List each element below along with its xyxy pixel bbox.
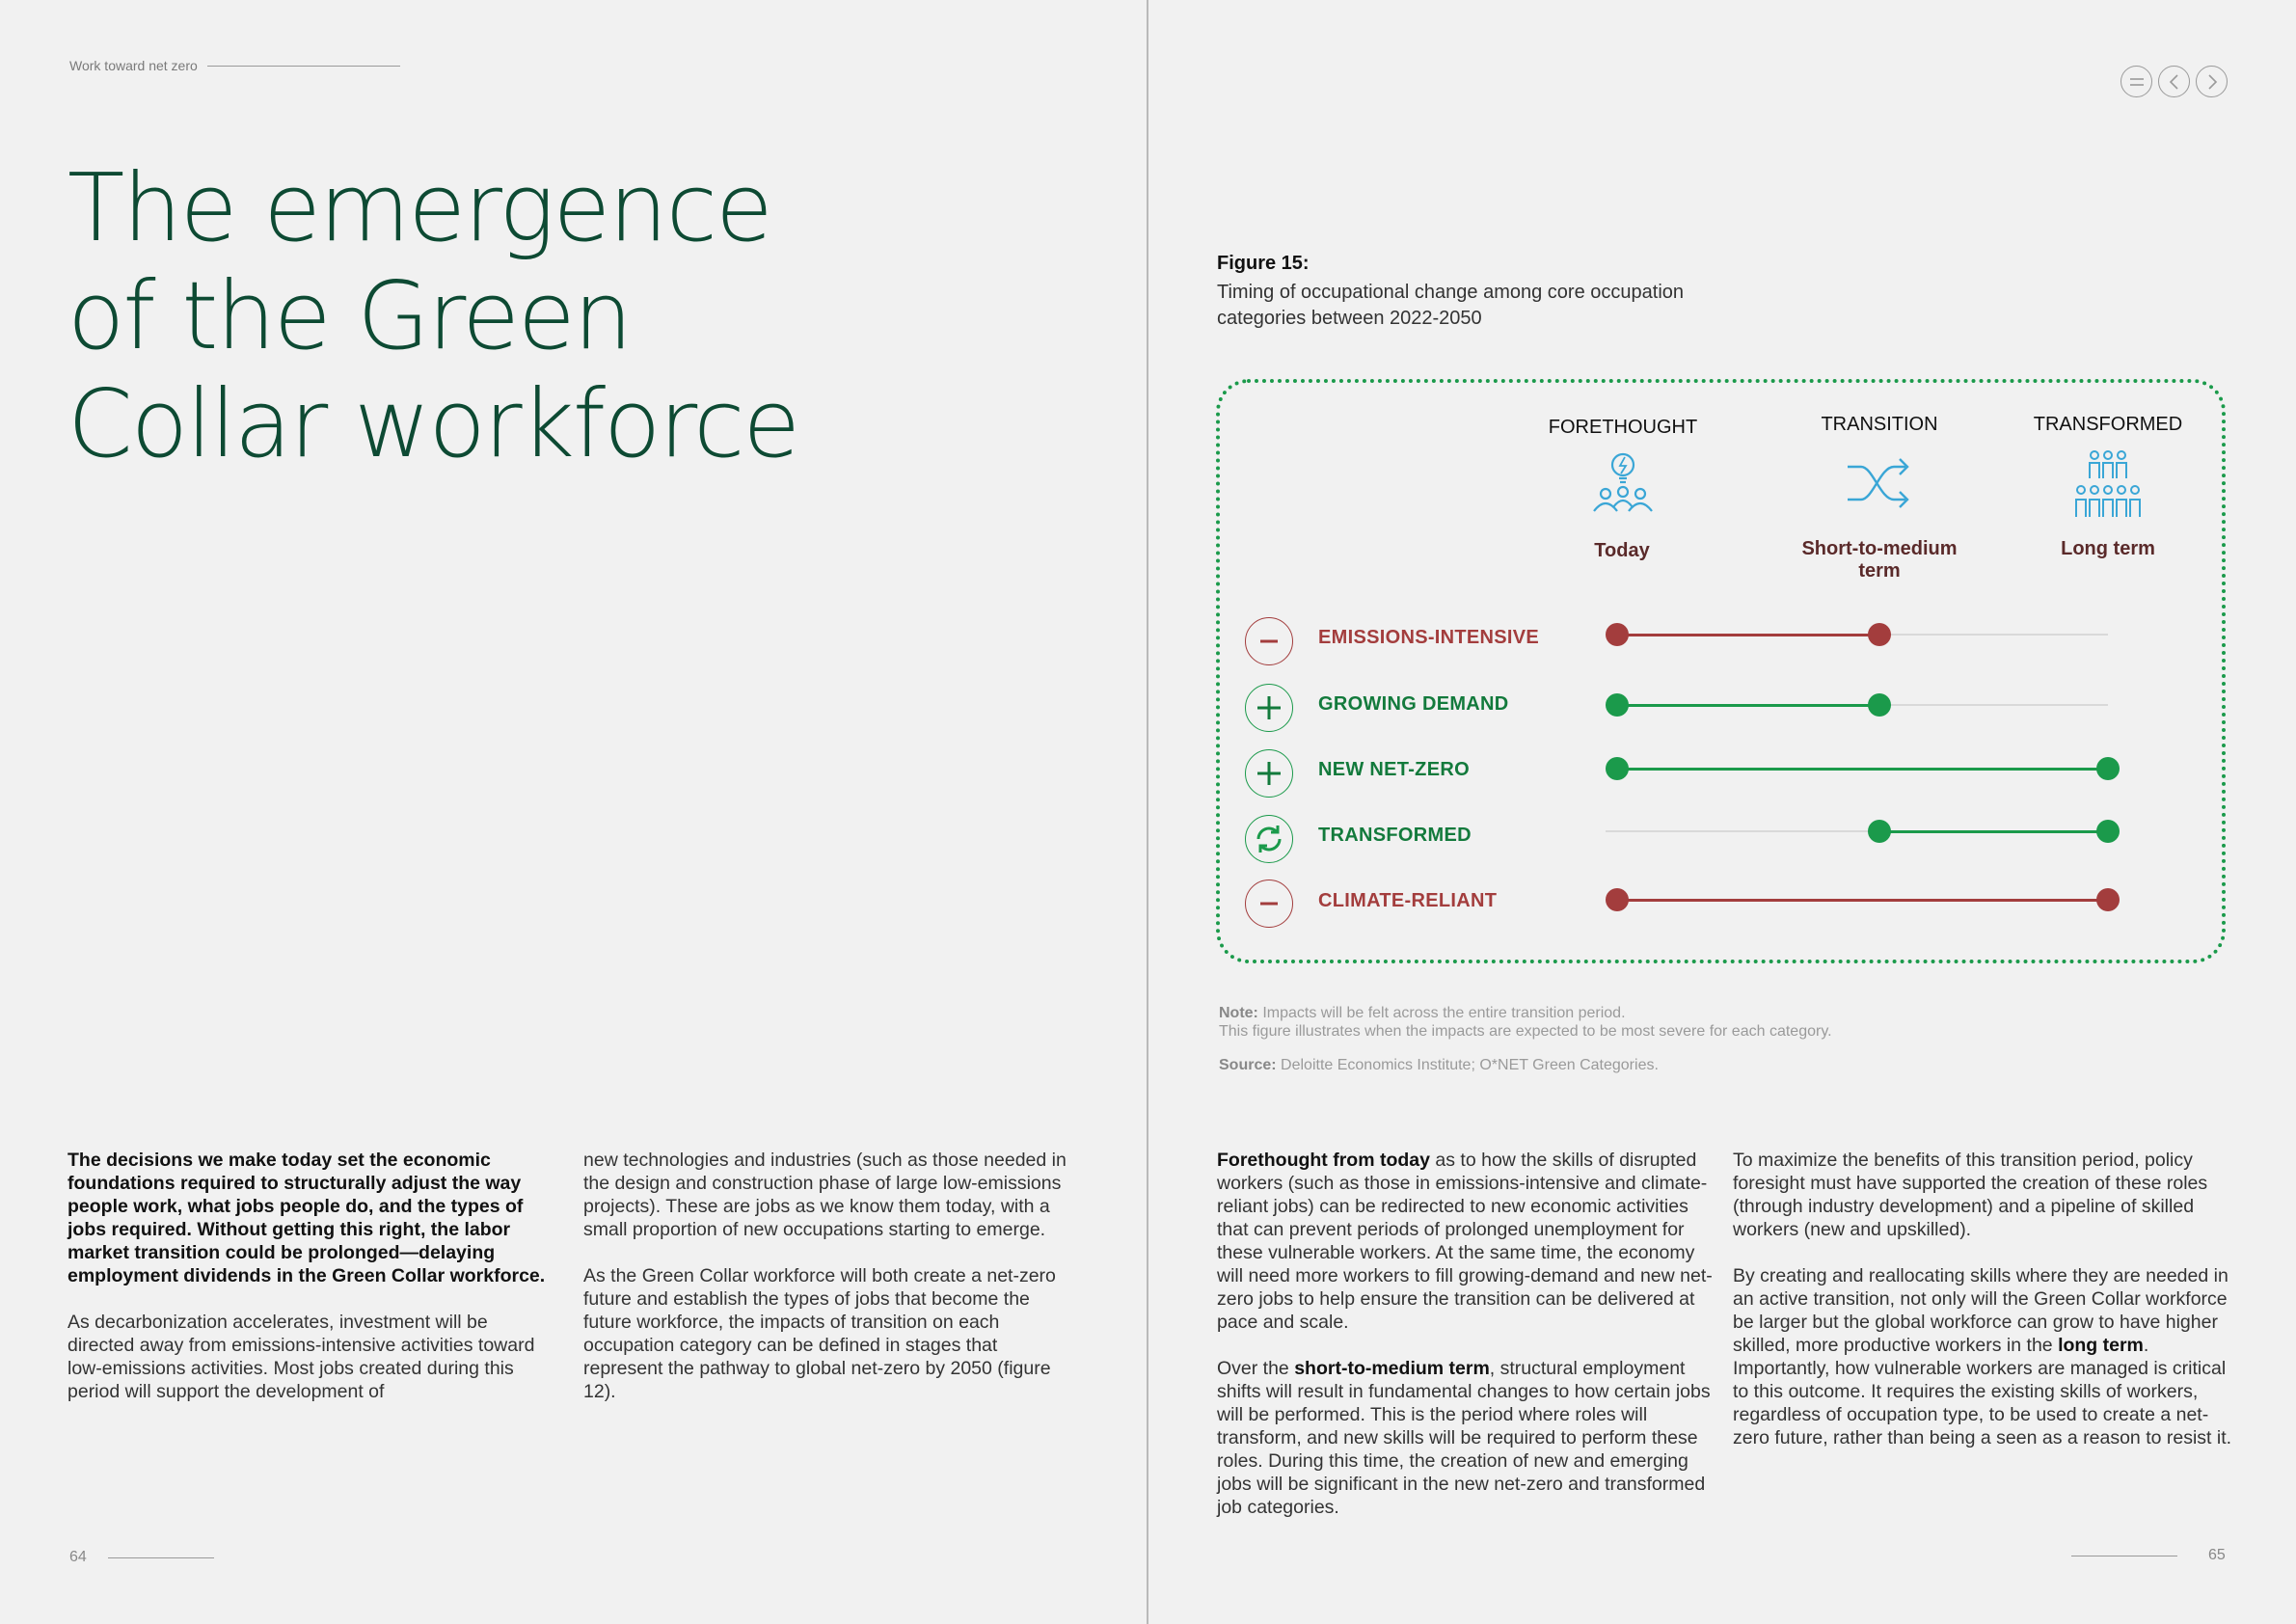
- page-number-right: 65: [2208, 1547, 2226, 1563]
- spread-divider: [1147, 0, 1148, 1624]
- plus-icon: [1245, 684, 1293, 732]
- left-column-2: [583, 1149, 1075, 1426]
- chevron-right-icon: [2206, 74, 2218, 90]
- timeline-start-dot: [1606, 888, 1629, 911]
- timeline-end-dot: [2096, 888, 2120, 911]
- previous-page-button[interactable]: [2158, 66, 2190, 97]
- body-paragraph: [1217, 1149, 1714, 1334]
- minus-icon: [1245, 880, 1293, 928]
- body-paragraph: To maximize the benefits of this transition period, policy foresight must have supported the creation of these roles (through industry development) and a pipeline of skilled workers (new and upskilled).: [1733, 1150, 2208, 1240]
- paragraph-text: , structural employment shifts will result in fundamental changes to how certain jobs will be performed. This is the period where roles will transform, and new skills will be required to perform these roles. During this time, the creation of new and emerging jobs will be significant in the new net-zero and transformed job categories.: [1217, 1358, 1711, 1518]
- body-paragraph: As the Green Collar workforce will both create a net-zero future and establish the types of jobs that become the future workforce, the impacts of transition on each occupation category can be defined in stages that represent the pathway to global net-zero by 2050 (figure 12).: [583, 1265, 1056, 1402]
- page-nav: [2120, 66, 2228, 97]
- emphasis: long term: [2058, 1335, 2144, 1356]
- folio-right: [2071, 1547, 2226, 1564]
- paragraph-text: as to how the skills of disrupted workers (such as those in emissions-intensive and climate-reliant jobs) can be redirected to new economic activities that can prevent periods of prolonged unemployment for these vulnerable workers. At the same time, the economy will need more workers to fill growing-demand and new net-zero jobs to help ensure the transition can be delivered at pace and scale.: [1217, 1150, 1713, 1333]
- note-label: Note:: [1219, 1005, 1258, 1021]
- folio-rule: [108, 1557, 214, 1558]
- stage-transformed-title: TRANSFORMED: [2033, 414, 2183, 435]
- stage-transition-title: TRANSITION: [1821, 414, 1938, 435]
- timeline-segment: [1879, 830, 2108, 833]
- stage-transformed-time: Long term: [2061, 538, 2155, 559]
- source-text: Deloitte Economics Institute; O*NET Green Categories.: [1281, 1057, 1659, 1073]
- note-line-1: Impacts will be felt across the entire transition period.: [1262, 1005, 1626, 1021]
- category-label: CLIMATE-RELIANT: [1318, 890, 1498, 911]
- category-label: NEW NET-ZERO: [1318, 759, 1470, 780]
- figure-source: [1219, 1057, 1659, 1074]
- stage-transition-time: Short-to-medium term: [1801, 538, 1958, 582]
- shuffle-icon: [1846, 453, 1913, 513]
- right-column-1: [1217, 1149, 1714, 1542]
- timeline-segment: [1617, 634, 1879, 636]
- paragraph-text: Over the: [1217, 1358, 1295, 1379]
- timeline-start-dot: [1868, 820, 1891, 843]
- next-page-button[interactable]: [2196, 66, 2228, 97]
- category-label: EMISSIONS-INTENSIVE: [1318, 627, 1540, 648]
- stage-forethought-title: FORETHOUGHT: [1548, 417, 1698, 438]
- emphasis: Forethought from today: [1217, 1150, 1430, 1171]
- body-paragraph: [1733, 1264, 2234, 1449]
- folio-left: [69, 1549, 214, 1566]
- figure-caption: Timing of occupational change among core occupation categories between 2022-2050: [1217, 282, 1685, 329]
- lead-paragraph: The decisions we make today set the economic foundations required to structurally adjust the way people work, what jobs people do, and the types of jobs required. Without getting this right, the labor market transition could be prolonged—delaying employment dividends in the Green Collar workforce.: [68, 1150, 546, 1286]
- paragraph-text: . Importantly, how vulnerable workers are managed is critical to this outcome. It requires the existing skills of workers, regardless of occupation type, to be used to create a net-zero future, rather than being a seen as a reason to resist it.: [1733, 1335, 2232, 1448]
- source-label: Source:: [1219, 1057, 1277, 1073]
- body-paragraph: [1217, 1357, 1714, 1519]
- page-title: The emergence of the Green Collar workforce: [68, 153, 799, 478]
- running-head-text: Work toward net zero: [69, 58, 198, 73]
- figure-note: [1219, 1004, 1832, 1041]
- running-head-rule: [207, 66, 400, 67]
- timeline-end-dot: [2096, 757, 2120, 780]
- paragraph-text: By creating and reallocating skills where they are needed in an active transition, not only will the Green Collar workforce be larger but the global workforce can grow to have higher skilled, more productive workers in the: [1733, 1265, 2228, 1356]
- note-line-2: This figure illustrates when the impacts are expected to be most severe for each category.: [1219, 1023, 1832, 1040]
- timeline-start-dot: [1606, 693, 1629, 717]
- refresh-icon: [1245, 815, 1293, 863]
- timeline-end-dot: [1868, 623, 1891, 646]
- category-label: TRANSFORMED: [1318, 825, 1472, 846]
- timeline-end-dot: [2096, 820, 2120, 843]
- plus-icon: [1245, 749, 1293, 798]
- menu-button[interactable]: [2120, 66, 2152, 97]
- timeline-segment: [1617, 768, 2108, 771]
- timeline-segment: [1617, 899, 2108, 902]
- chevron-left-icon: [2169, 74, 2180, 90]
- left-column-1: [68, 1149, 559, 1426]
- menu-icon: [2129, 76, 2145, 88]
- minus-icon: [1245, 617, 1293, 665]
- page-number-left: 64: [69, 1549, 87, 1565]
- workforce-icon: [2071, 449, 2145, 521]
- category-label: GROWING DEMAND: [1318, 693, 1509, 715]
- timeline-start-dot: [1606, 757, 1629, 780]
- timeline-start-dot: [1606, 623, 1629, 646]
- emphasis: short-to-medium term: [1294, 1358, 1490, 1379]
- timeline-end-dot: [1868, 693, 1891, 717]
- timeline-segment: [1617, 704, 1879, 707]
- team-idea-icon: [1586, 449, 1660, 519]
- stage-forethought-time: Today: [1594, 540, 1650, 561]
- figure-label: Figure 15:: [1217, 253, 1310, 274]
- running-head: [69, 58, 400, 73]
- body-paragraph: As decarbonization accelerates, investment will be directed away from emissions-intensive activities toward low-emissions activities. Most jobs created during this period will support the development of: [68, 1312, 535, 1402]
- right-column-2: [1733, 1149, 2234, 1473]
- body-paragraph: new technologies and industries (such as those needed in the design and construction phase of large low-emissions projects). These are jobs as we know them today, with a small proportion of new occupations starting to emerge.: [583, 1150, 1067, 1240]
